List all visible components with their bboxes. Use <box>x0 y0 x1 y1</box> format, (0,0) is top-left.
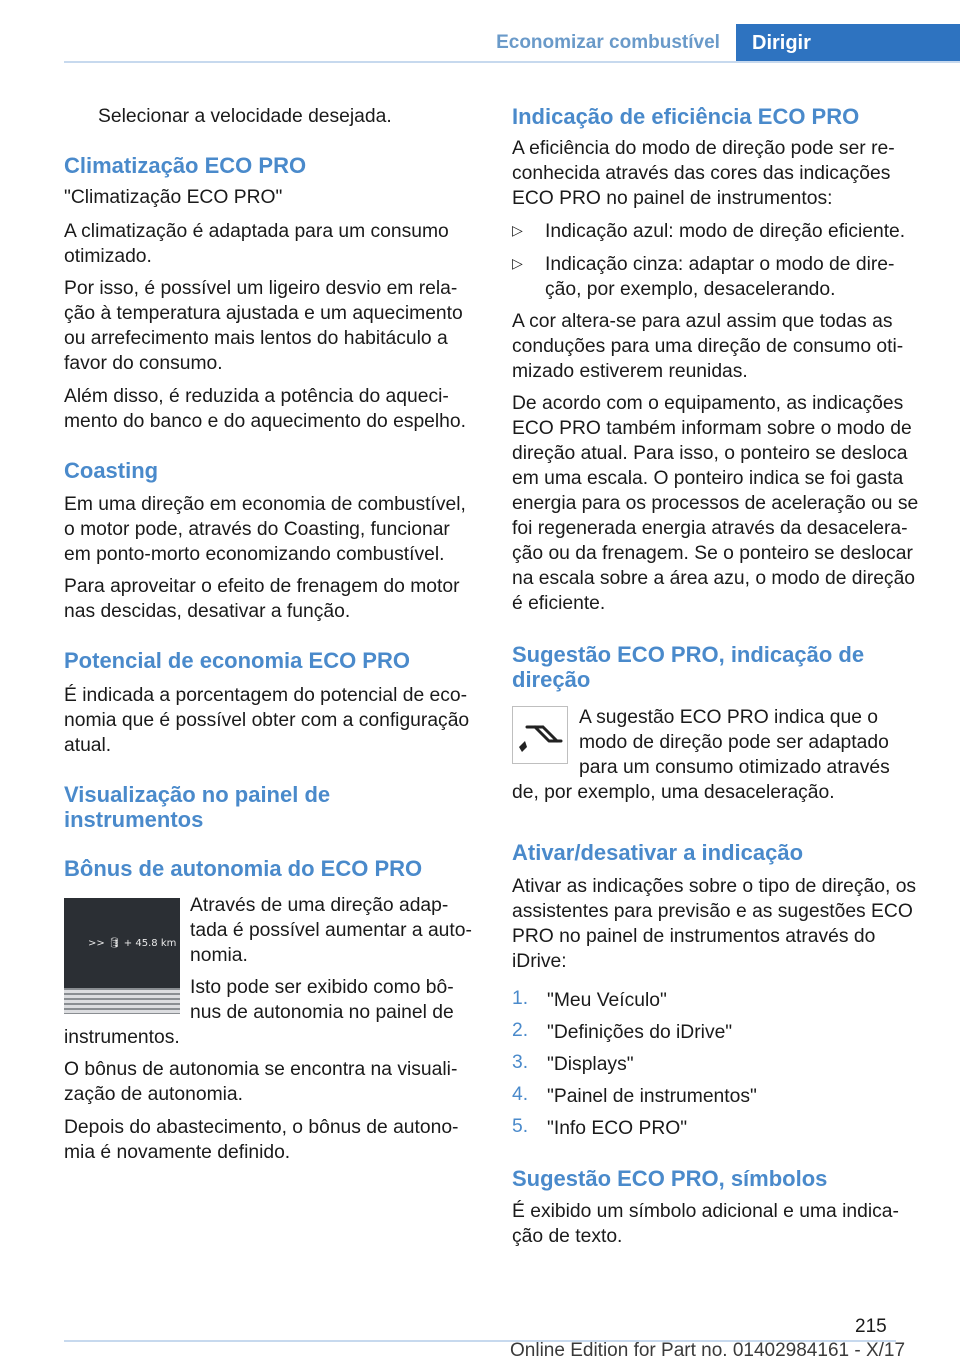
bullet-item: Indicação cinza: adaptar o modo de dire- <box>545 254 895 275</box>
indic-body-line: conduções para uma direção de consumo oti- <box>512 336 904 357</box>
bonus-line: mia é novamente definido. <box>64 1142 291 1163</box>
indic-body-line: A cor altera-se para azul assim que todas as <box>512 311 893 332</box>
header-section-title: Economizar combustível <box>496 32 720 53</box>
indic-body-line: ção ou da frenagem. Se o ponteiro se deslocar <box>512 543 913 564</box>
heading-simbolos: Sugestão ECO PRO, símbolos <box>512 1166 828 1191</box>
clima-line: mento do banco e do aquecimento do espelho. <box>64 411 466 432</box>
dashboard-range-bonus-image <box>64 898 180 1014</box>
range-bonus-reading: >> 🛢 + 45.8 km <box>88 938 177 949</box>
clima-line: favor do consumo. <box>64 353 223 374</box>
clima-line: ção à temperatura ajustada e um aquecimento <box>64 303 463 324</box>
indic-body-line: direção atual. Para isso, o ponteiro se desloca <box>512 443 908 464</box>
indic-body-line: na escala sobre a área azu, o modo de direção <box>512 568 916 589</box>
indic-intro-line: A eficiência do modo de direção pode ser re- <box>512 138 895 159</box>
page-header <box>0 0 960 62</box>
ativar-line: assistentes para previsão e as sugestões ECO <box>512 901 913 922</box>
bullet-item: ção, por exemplo, desacelerando. <box>545 279 836 300</box>
intro-text: Selecionar a velocidade desejada. <box>98 106 392 127</box>
indic-body-line: mizado estiverem reunidas. <box>512 361 748 382</box>
bullet-arrow-icon: ▷ <box>512 222 523 238</box>
header-chapter-tab[interactable]: Dirigir <box>736 24 960 62</box>
step-number: 4. <box>512 1084 529 1105</box>
coasting-line: nas descidas, desativar a função. <box>64 601 351 622</box>
potencial-line: nomia que é possível obter com a configuração <box>64 710 470 731</box>
potencial-line: atual. <box>64 735 112 756</box>
step-number: 3. <box>512 1052 529 1073</box>
step-text: "Painel de instrumentos" <box>547 1086 757 1107</box>
sugestao-line: A sugestão ECO PRO indica que o <box>579 707 879 728</box>
dashboard-scale-bar <box>64 988 180 1014</box>
bonus-line: O bônus de autonomia se encontra na visuali- <box>64 1059 458 1080</box>
sugestao-line: de, por exemplo, uma desaceleração. <box>512 782 835 803</box>
step-text: "Info ECO PRO" <box>547 1118 688 1139</box>
step-number: 2. <box>512 1020 529 1041</box>
heading-visualizacao: instrumentos <box>64 807 204 832</box>
bonus-line: nus de autonomia no painel de <box>190 1002 454 1023</box>
step-text: "Displays" <box>547 1054 634 1075</box>
heading-visualizacao: Visualização no painel de <box>64 782 331 807</box>
bonus-line: Isto pode ser exibido como bô- <box>190 977 454 998</box>
indic-body-line: De acordo com o equipamento, as indicações <box>512 393 904 414</box>
eco-pro-driving-tip-icon <box>512 706 568 764</box>
potencial-line: É indicada a porcentagem do potencial de eco- <box>64 685 468 706</box>
clima-line: A climatização é adaptada para um consumo <box>64 221 449 242</box>
heading-indicacao-eficiencia: Indicação de eficiência ECO PRO <box>512 104 860 129</box>
bonus-line: instrumentos. <box>64 1027 180 1048</box>
clima-line: "Climatização ECO PRO" <box>64 187 283 208</box>
step-text: "Definições do iDrive" <box>547 1022 733 1043</box>
header-divider <box>64 61 960 63</box>
page-number: 215 <box>855 1316 887 1337</box>
bullet-arrow-icon: ▷ <box>512 255 523 271</box>
heading-sugestao-direcao: Sugestão ECO PRO, indicação de <box>512 642 865 667</box>
sugestao-line: modo de direção pode ser adaptado <box>579 732 889 753</box>
bonus-line: Depois do abastecimento, o bônus de autono- <box>64 1117 459 1138</box>
bonus-line: nomia. <box>190 945 248 966</box>
heading-potencial: Potencial de economia ECO PRO <box>64 648 410 673</box>
step-text: "Meu Veículo" <box>547 990 667 1011</box>
clima-line: otimizado. <box>64 246 152 267</box>
clima-line: Por isso, é possível um ligeiro desvio em rela- <box>64 278 458 299</box>
indic-body-line: ECO PRO também informam sobre o modo de <box>512 418 912 439</box>
bonus-line: tada é possível aumentar a auto- <box>190 920 472 941</box>
edition-footer: Online Edition for Part no. 01402984161 - X/17 <box>510 1340 906 1361</box>
coasting-line: em ponto-morto economizando combustível. <box>64 544 445 565</box>
indic-body-line: em uma escala. O ponteiro indica se foi gasta <box>512 468 904 489</box>
coasting-line: Para aproveitar o efeito de frenagem do motor <box>64 576 460 597</box>
heading-coasting: Coasting <box>64 458 159 483</box>
coasting-line: Em uma direção em economia de combustível, <box>64 494 466 515</box>
simbolos-line: É exibido um símbolo adicional e uma indica- <box>512 1201 899 1222</box>
ativar-line: Ativar as indicações sobre o tipo de direção, os <box>512 876 917 897</box>
bonus-line: Através de uma direção adap- <box>190 895 449 916</box>
bullet-item: Indicação azul: modo de direção eficiente. <box>545 221 906 242</box>
step-number: 5. <box>512 1116 529 1137</box>
ativar-line: PRO no painel de instrumentos através do <box>512 926 876 947</box>
heading-sugestao-direcao: direção <box>512 667 591 692</box>
heading-bonus: Bônus de autonomia do ECO PRO <box>64 856 423 881</box>
indic-intro-line: conhecida através das cores das indicações <box>512 163 891 184</box>
simbolos-line: ção de texto. <box>512 1226 623 1247</box>
bonus-line: zação de autonomia. <box>64 1084 244 1105</box>
indic-intro-line: ECO PRO no painel de instrumentos: <box>512 188 833 209</box>
indic-body-line: foi regenerada energia através da desacelera- <box>512 518 908 539</box>
indic-body-line: energia para os processos de aceleração ou se <box>512 493 919 514</box>
ativar-line: iDrive: <box>512 951 567 972</box>
sugestao-line: para um consumo otimizado através <box>579 757 890 778</box>
heading-climatizacao: Climatização ECO PRO <box>64 153 307 178</box>
clima-line: ou arrefecimento mais lentos do habitáculo a <box>64 328 448 349</box>
step-number: 1. <box>512 988 529 1009</box>
heading-ativar: Ativar/desativar a indicação <box>512 840 804 865</box>
clima-line: Além disso, é reduzida a potência do aqueci- <box>64 386 449 407</box>
coasting-line: o motor pode, através do Coasting, funcionar <box>64 519 450 540</box>
indic-body-line: é eficiente. <box>512 593 606 614</box>
